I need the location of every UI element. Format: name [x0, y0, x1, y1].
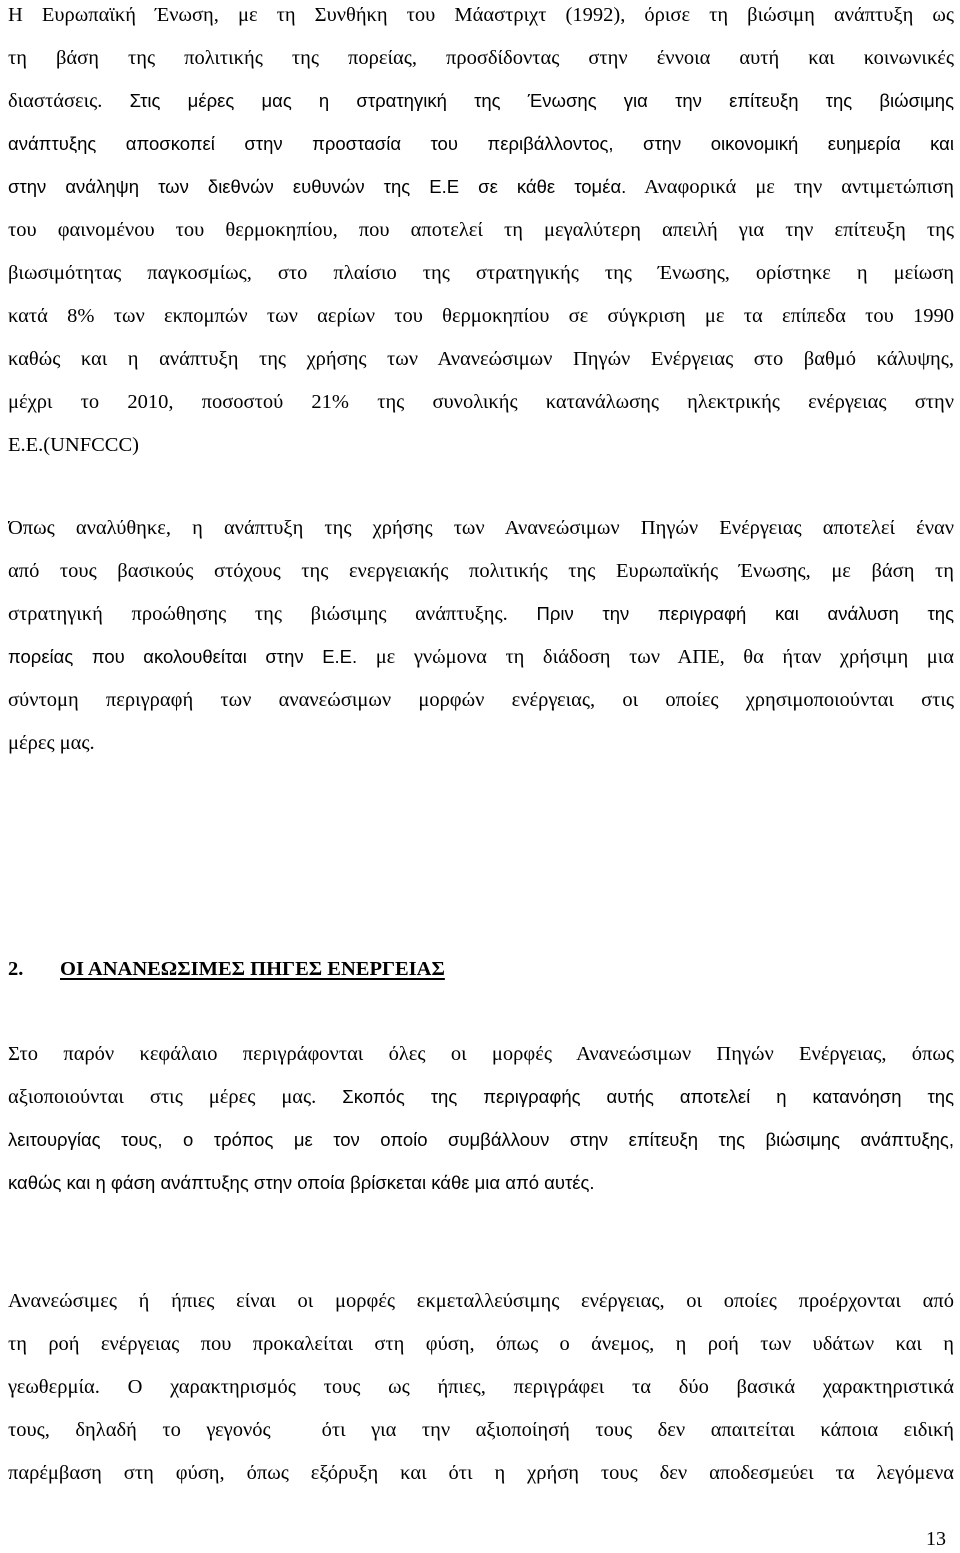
text-line	[8, 513, 954, 543]
text-run: από τους βασικούς στόχους της ενεργειακής πολιτικής της Ευρωπαϊκής Ένωσης, με βάση τη	[8, 560, 954, 582]
text-run: στην ανάληψη των διεθνών ευθυνών της Ε.Ε σε κάθε τομέα.	[8, 176, 627, 197]
text-run: Στις μέρες μας η στρατηγική της Ένωσης για την επίτευξη της βιώσιμης	[102, 90, 954, 111]
text-line	[8, 1039, 954, 1069]
text-line	[8, 1329, 954, 1359]
text-run: βιωσιμότητας παγκοσμίως, στο πλαίσιο της στρατηγικής της Ένωσης, ορίστηκε η μείωση	[8, 262, 954, 284]
text-line	[8, 1082, 954, 1112]
text-run: καθώς και η ανάπτυξη της χρήσης των Ανανεώσιμων Πηγών Ενέργειας στο βαθμό κάλυψης,	[8, 348, 954, 370]
text-line	[8, 685, 954, 715]
text-run: σύντομη περιγραφή των ανανεώσιμων μορφών ενέργειας, οι οποίες χρησιμοποιούνται στις	[8, 689, 954, 711]
text-line	[8, 129, 954, 159]
text-line	[8, 0, 954, 30]
text-run: Πριν την περιγραφή και ανάλυση της	[507, 603, 954, 624]
text-run: αξιοποιούνται στις μέρες μας.	[8, 1086, 317, 1108]
text-line	[8, 1372, 954, 1402]
text-run: με γνώμονα τη διάδοση των ΑΠΕ, θα ήταν χρήσιμη μια	[357, 646, 954, 668]
text-run: Ανανεώσιμες ή ήπιες είναι οι μορφές εκμεταλλεύσιμης ενέργειας, οι οποίες προέρχονται από	[8, 1290, 954, 1312]
text-line	[8, 728, 954, 758]
text-line	[8, 215, 954, 245]
text-run: παρέμβαση στη φύση, όπως εξόρυξη και ότι η χρήση τους δεν αποδεσμεύει τα λεγόμενα	[8, 1462, 954, 1484]
text-run: λειτουργίας τους, ο τρόπος με τον οποίο συμβάλλουν στην επίτευξη της βιώσιμης ανάπτυξης,	[8, 1129, 954, 1150]
text-run: τους, δηλαδή το γεγονός ότι για την αξιοποίησή τους δεν απαιτείται κάποια ειδική	[8, 1419, 954, 1441]
text-run: κατά 8% των εκπομπών των αερίων του θερμοκηπίου σε σύγκριση με τα επίπεδα του 1990	[8, 305, 954, 327]
text-line	[8, 387, 954, 417]
text-line	[8, 43, 954, 73]
text-run: Ε.Ε.(UNFCCC)	[8, 434, 139, 456]
text-run: μέρες μας.	[8, 732, 95, 754]
text-run: τη βάση της πολιτικής της πορείας, προσδίδοντας στην έννοια αυτή και κοινωνικές	[8, 47, 954, 69]
text-line	[8, 556, 954, 586]
document-page	[8, 0, 954, 1553]
text-run: μέχρι το 2010, ποσοστού 21% της συνολικής κατανάλωσης ηλεκτρικής ενέργειας στην	[8, 391, 954, 413]
text-line	[8, 344, 954, 374]
text-line	[8, 1168, 954, 1198]
text-run: ανάπτυξης αποσκοπεί στην προστασία του περιβάλλοντος, στην οικονομική ευημερία και	[8, 133, 954, 154]
text-run: Η Ευρωπαϊκή Ένωση, με τη Συνθήκη του Μάαστριχτ (1992), όρισε τη βιώσιμη ανάπτυξη ως	[8, 4, 954, 26]
text-run: του φαινομένου του θερμοκηπίου, που αποτελεί τη μεγαλύτερη απειλή για την επίτευξη της	[8, 219, 954, 241]
text-run: διαστάσεις.	[8, 90, 103, 112]
section-heading	[8, 954, 445, 984]
text-run: Σκοπός της περιγραφής αυτής αποτελεί η κατανόηση της	[316, 1086, 954, 1107]
section-number: 2.	[8, 958, 24, 980]
text-line	[8, 1415, 954, 1445]
text-line	[8, 301, 954, 331]
text-run: πορείας που ακολουθείται στην Ε.Ε.	[8, 646, 358, 667]
text-line	[8, 1458, 954, 1488]
text-run: καθώς και η φάση ανάπτυξης στην οποία βρίσκεται κάθε μια από αυτές.	[8, 1172, 595, 1193]
text-run: Όπως αναλύθηκε, η ανάπτυξη της χρήσης των Ανανεώσιμων Πηγών Ενέργειας αποτελεί έναν	[8, 517, 954, 539]
text-run: στρατηγική προώθησης της βιώσιμης ανάπτυξης.	[8, 603, 508, 625]
text-line	[8, 258, 954, 288]
text-run: Αναφορικά με την αντιμετώπιση	[626, 176, 954, 198]
text-run: τη ροή ενέργειας που προκαλείται στη φύση, όπως ο άνεμος, η ροή των υδάτων και η	[8, 1333, 954, 1355]
text-run: Στο παρόν κεφάλαιο περιγράφονται όλες οι μορφές Ανανεώσιμων Πηγών Ενέργειας, όπως	[8, 1043, 954, 1065]
text-line	[8, 430, 954, 460]
text-line	[8, 1286, 954, 1316]
text-run: γεωθερμία. Ο χαρακτηρισμός τους ως ήπιες, περιγράφει τα δύο βασικά χαρακτηριστικά	[8, 1376, 954, 1398]
text-line	[8, 599, 954, 629]
page-number: 13	[926, 1528, 946, 1550]
text-line	[8, 86, 954, 116]
text-line	[8, 642, 954, 672]
text-line	[8, 1125, 954, 1155]
text-line	[8, 172, 954, 202]
section-title: ΟΙ ΑΝΑΝΕΩΣΙΜΕΣ ΠΗΓΕΣ ΕΝΕΡΓΕΙΑΣ	[60, 958, 445, 980]
